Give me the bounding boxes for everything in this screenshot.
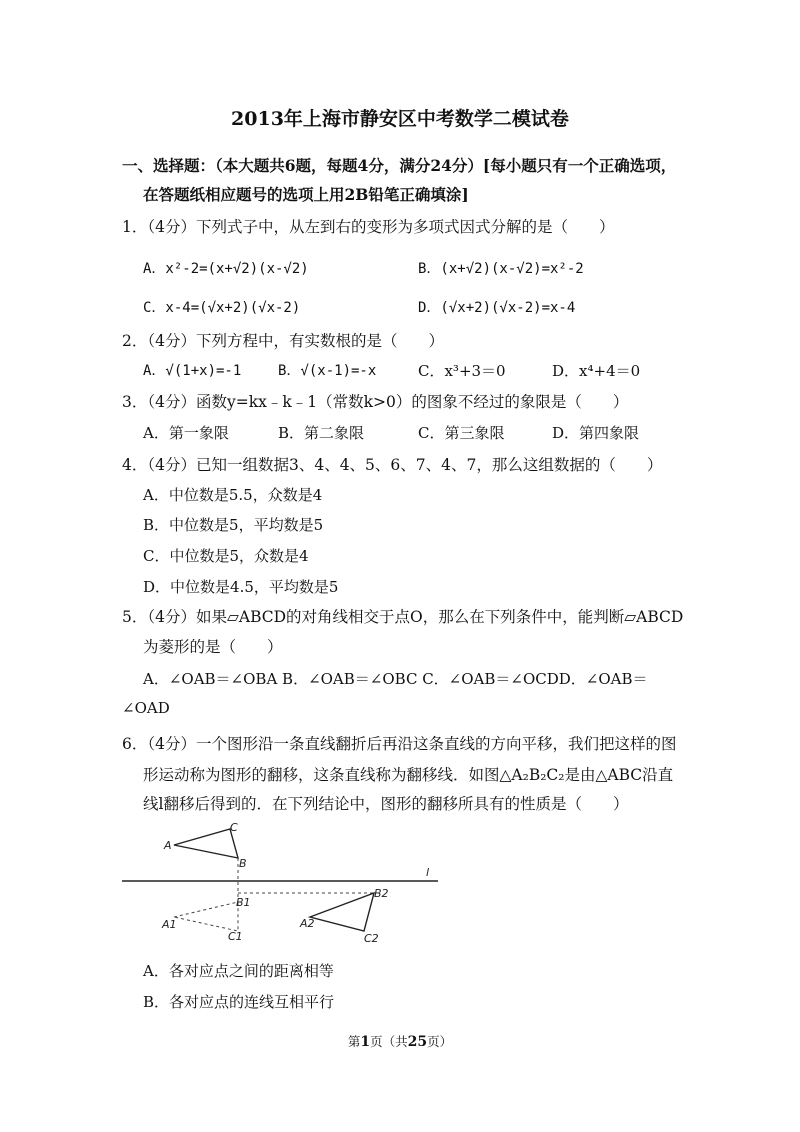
label-c2: C2 bbox=[364, 932, 379, 945]
footer-total-pages: 25 bbox=[407, 1034, 428, 1050]
footer-prefix: 第 bbox=[347, 1034, 361, 1049]
label-c: C bbox=[230, 821, 238, 834]
question-1-stem: 1．（4分）下列式子中，从左到右的变形为多项式因式分解的是（ ） bbox=[122, 218, 615, 236]
question-5-options: A．∠OAB＝∠OBA B．∠OAB＝∠OBC C．∠OAB＝∠OCDD．∠OAB＝ bbox=[143, 670, 648, 688]
page-footer bbox=[0, 1032, 800, 1050]
question-3-option-c: C．第三象限 bbox=[418, 424, 505, 442]
label-c1: C1 bbox=[228, 930, 243, 943]
question-4-option-c: C．中位数是5，众数是4 bbox=[143, 547, 309, 565]
label-b1: B1 bbox=[236, 896, 251, 909]
label-a: A bbox=[164, 839, 172, 852]
question-4-option-b: B．中位数是5，平均数是5 bbox=[143, 516, 324, 534]
question-2-option-c: C．x³+3＝0 bbox=[418, 362, 506, 380]
question-4-option-d: D．中位数是4.5，平均数是5 bbox=[143, 578, 339, 596]
question-1-option-c: C．x-4=(√x+2)(√x-2) bbox=[143, 300, 301, 316]
question-3-option-d: D．第四象限 bbox=[552, 424, 640, 442]
section-heading-cont: 在答题纸相应题号的选项上用2B铅笔正确填涂] bbox=[143, 185, 469, 204]
question-3-stem: 3．（4分）函数y=kx﹣k﹣1（常数k>0）的图象不经过的象限是（ ） bbox=[122, 393, 629, 411]
question-2-option-d: D．x⁴+4＝0 bbox=[552, 362, 641, 380]
question-1-option-a: A．x²-2=(x+√2)(x-√2) bbox=[143, 261, 309, 277]
question-3-option-a: A．第一象限 bbox=[143, 424, 229, 442]
question-2-stem: 2．（4分）下列方程中，有实数根的是（ ） bbox=[122, 332, 444, 350]
section-heading: 一、选择题：（本大题共6题，每题4分，满分24分）[每小题只有一个正确选项， bbox=[122, 156, 677, 175]
question-4-stem: 4．（4分）已知一组数据3、4、4、5、6、7、4、7，那么这组数据的（ ） bbox=[122, 456, 663, 474]
triangle-abc bbox=[174, 829, 238, 858]
translation-figure bbox=[110, 815, 450, 945]
label-b: B bbox=[239, 857, 247, 870]
question-5-stem: 5．（4分）如果▱ABCD的对角线相交于点O，那么在下列条件中，能判断▱ABCD bbox=[122, 608, 684, 626]
question-5-options-cont: ∠OAD bbox=[122, 699, 170, 717]
label-a1: A1 bbox=[162, 918, 177, 931]
question-2-option-b: B．√(x-1)=-x bbox=[278, 363, 377, 379]
triangle-a1b1c1 bbox=[174, 902, 238, 931]
footer-middle: 页（共 bbox=[370, 1034, 408, 1049]
question-6-option-a: A．各对应点之间的距离相等 bbox=[143, 962, 334, 980]
question-6-stem-cont-2: 线l翻移后得到的．在下列结论中，图形的翻移所具有的性质是（ ） bbox=[143, 795, 629, 813]
question-1-option-b: B．(x+√2)(x-√2)=x²-2 bbox=[418, 261, 584, 277]
triangle-a2b2c2 bbox=[310, 893, 374, 931]
question-2-option-a: A．√(1+x)=-1 bbox=[143, 363, 242, 379]
label-a2: A2 bbox=[300, 917, 315, 930]
question-6-stem-cont-1: 形运动称为图形的翻移，这条直线称为翻移线．如图△A₂B₂C₂是由△ABC沿直 bbox=[143, 766, 674, 784]
question-6-stem: 6．（4分）一个图形沿一条直线翻折后再沿这条直线的方向平移，我们把这样的图 bbox=[122, 735, 677, 753]
question-6-option-b: B．各对应点的连线互相平行 bbox=[143, 993, 335, 1011]
question-4-option-a: A．中位数是5.5，众数是4 bbox=[143, 486, 323, 504]
footer-page-number: 1 bbox=[360, 1034, 371, 1050]
label-l: l bbox=[426, 866, 430, 879]
question-3-option-b: B．第二象限 bbox=[278, 424, 365, 442]
label-b2: B2 bbox=[374, 887, 389, 900]
question-5-stem-cont: 为菱形的是（ ） bbox=[143, 638, 283, 656]
page-title: 2013年上海市静安区中考数学二模试卷 bbox=[231, 108, 569, 130]
question-1-option-d: D．(√x+2)(√x-2)=x-4 bbox=[418, 300, 576, 316]
footer-suffix: 页） bbox=[427, 1034, 453, 1049]
